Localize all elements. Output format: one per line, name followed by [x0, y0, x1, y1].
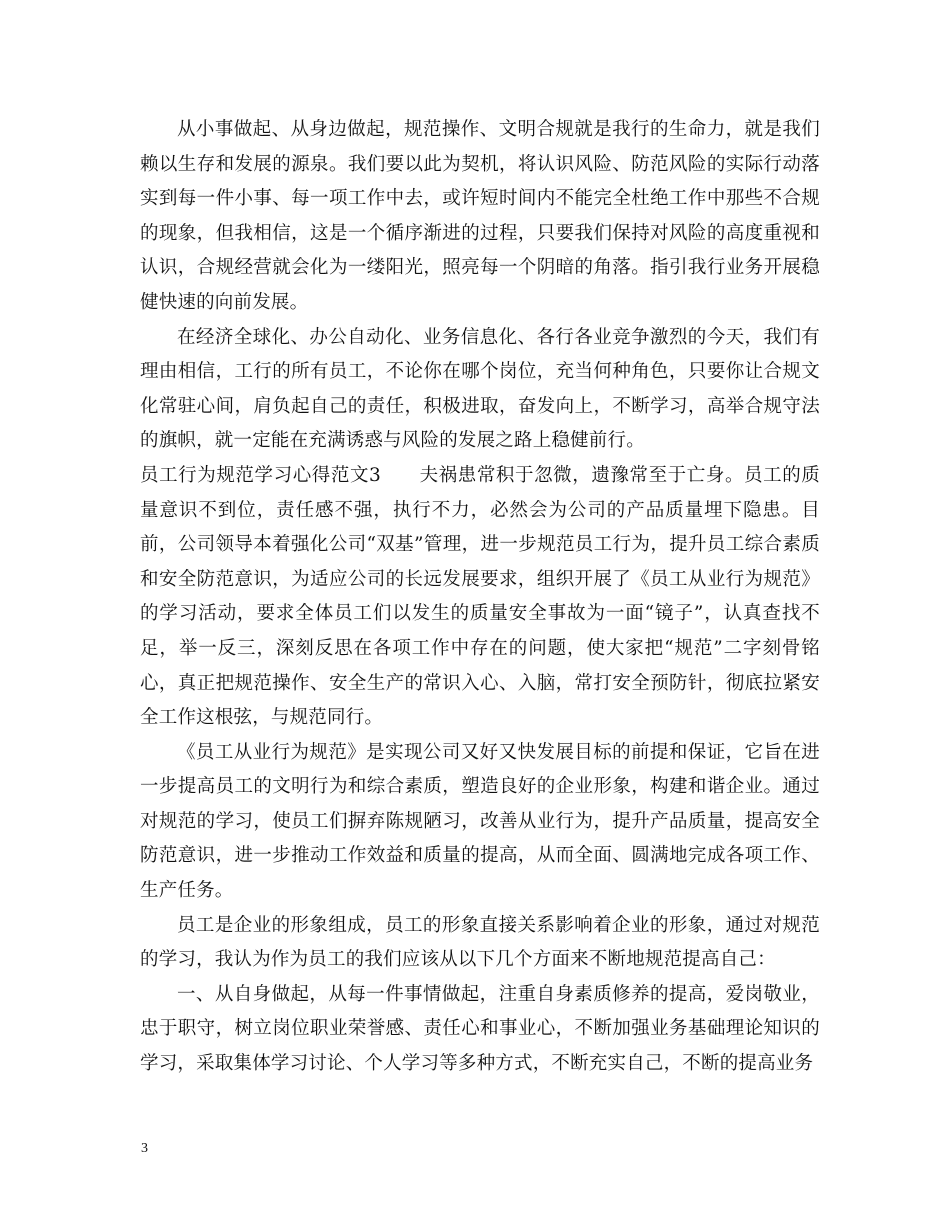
paragraph: 从小事做起、从身边做起，规范操作、文明合规就是我行的生命力，就是我们赖以生存和发展的源泉。我们要以此为契机，将认识风险、防范风险的实际行动落实到每一件小事、每一项工作中去，或许短时间内不能完全杜绝工作中那些不合规的现象，但我相信，这是一个循序渐进的过程，只要我们保持对风险的高度重视和认识，合规经营就会化为一缕阳光，照亮每一个阴暗的角落。指引我行业务开展稳健快速的向前发展。 [140, 119, 820, 313]
paragraph-with-heading: 员工行为规范学习心得范文3 夫祸患常积于忽微，遗豫常至于亡身。员工的质量意识不到位，责任感不强，执行不力，必然会为公司的产品质量埋下隐患。目前，公司领导本着强化公司“双基”管理，进一步规范员工行为，提升员工综合素质和安全防范意识，为适应公司的长远发展要求，组织开展了《员工从业行为规范》的学习活动，要求全体员工们以发生的质量安全事故为一面“镜子”，认真查找不足，举一反三，深刻反思在各项工作中存在的问题，使大家把“规范”二字刻骨铭心，真正把规范操作、安全生产的常识入心、入脑，常打安全预防针，彻底拉紧安全工作这根弦，与规范同行。 [140, 464, 820, 729]
paragraph: 员工是企业的形象组成，员工的形象直接关系影响着企业的形象，通过对规范的学习，我认为作为员工的我们应该从以下几个方面来不断地规范提高自己： [140, 914, 820, 971]
page-number: 3 [141, 1141, 148, 1156]
document-body [140, 113, 820, 1082]
paragraph: 在经济全球化、办公自动化、业务信息化、各行各业竞争激烈的今天，我们有理由相信，工行的所有员工，不论你在哪个岗位，充当何种角色，只要你让合规文化常驻心间，肩负起自己的责任，积极进取，奋发向上，不断学习，高举合规守法的旗帜，就一定能在充满诱惑与风险的发展之路上稳健前行。 [140, 326, 820, 452]
paragraph: 一、从自身做起，从每一件事情做起，注重自身素质修养的提高，爱岗敬业，忠于职守，树立岗位职业荣誉感、责任心和事业心，不断加强业务基础理论知识的学习，采取集体学习讨论、个人学习等多种方式，不断充实自己，不断的提高业务 [140, 983, 820, 1075]
paragraph: 《员工从业行为规范》是实现公司又好又快发展目标的前提和保证，它旨在进一步提高员工的文明行为和综合素质，塑造良好的企业形象，构建和谐企业。通过对规范的学习，使员工们摒弃陈规陋习，改善从业行为，提升产品质量，提高安全防范意识，进一步推动工作效益和质量的提高，从而全面、圆满地完成各项工作、生产任务。 [140, 741, 820, 902]
